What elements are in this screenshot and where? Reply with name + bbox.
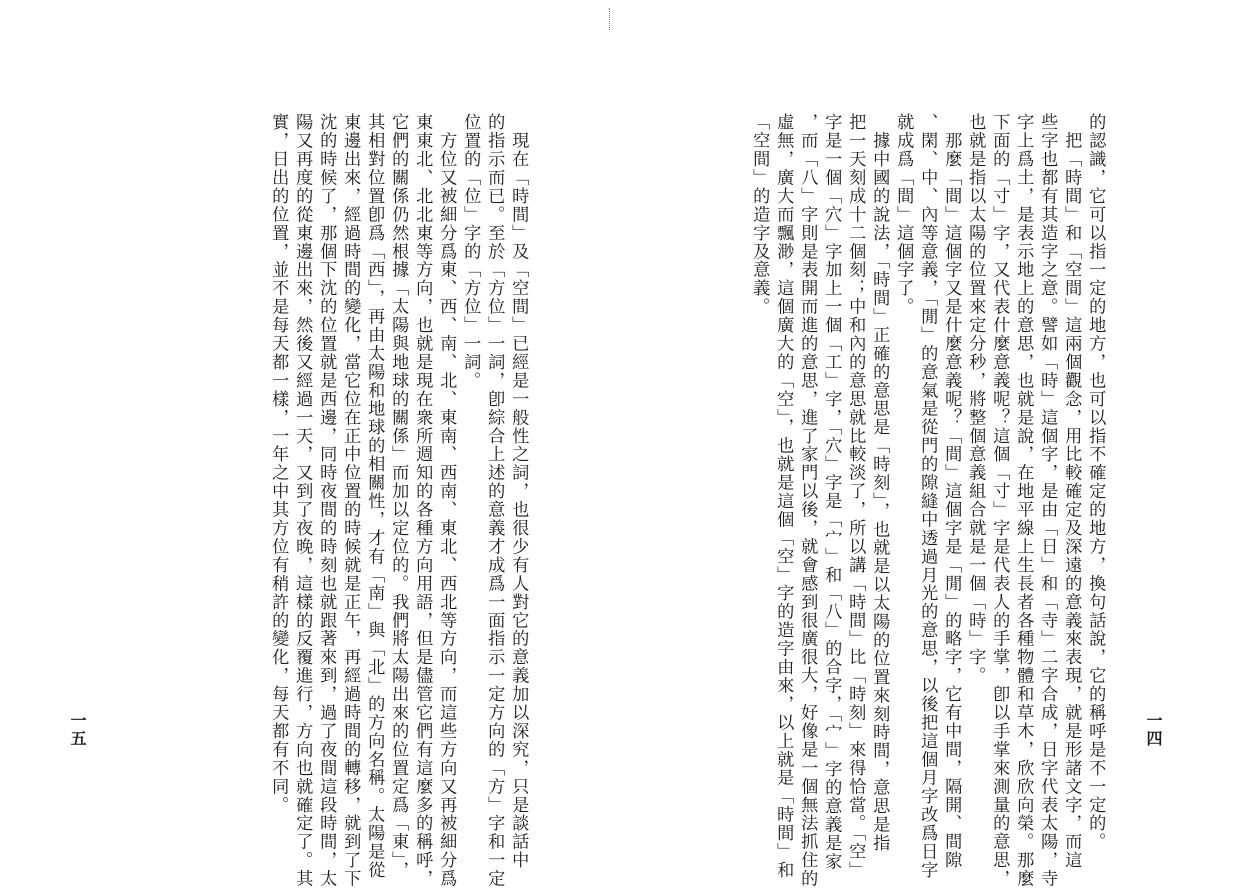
text-column: 也就是指以太陽的位置來定分秒，將整個意義組合就是一個「時」字。 xyxy=(965,113,986,685)
text-column: 字是一個「穴」字加上一個「工」字，「穴」字是「宀」和「八」的合字，「宀」字的意義是家 xyxy=(821,113,842,871)
text-column: 陽又再度的從東邊出來，然後又經過一天，又到了夜晚，這樣的反覆進行，方向也就確定了。其 xyxy=(292,113,313,888)
text-column: 沈的時候了，那個下沈的位置就是西邊，同時夜間的時刻也就跟著來到，過了夜間這段時間，太 xyxy=(316,113,337,888)
text-column: 把「時間」和「空間」這兩個觀念，用比較確定及深遠的意義來表現，就是形諸文字，而這 xyxy=(1061,113,1082,870)
text-column: 現在「時間」及「空間」已經是一般性之詞，也很少有人對它的意義加以深究，只是談話中 xyxy=(508,113,529,870)
text-column: 的認識，它可以指一定的地方，也可以指不確定的地方，換句話說，它的稱呼是不一定的。 xyxy=(1085,113,1106,851)
text-column: 東邊出來，經過時間的變化，當它位在正中位置的時候就是正午，再經過時間的轉移，就到了下 xyxy=(340,113,361,888)
text-column: 的指示而已。至於「方位」一詞，卽綜合上述的意義才成爲一面指示一定方向的「方」字和一定 xyxy=(484,113,505,888)
right-page xyxy=(617,0,1234,888)
text-column: 虛無，廣大而飄渺，這個廣大的「空」，也就是這個「空」字的造字由來，以上就是「時間」和 xyxy=(773,113,794,880)
text-column: 「空間」的造字及意義。 xyxy=(749,113,770,316)
text-column: 、閑、中、內等意義，「閒」的意氣是從門的隙縫中透過月光的意思，以後把這個月字改爲日字 xyxy=(917,113,938,880)
text-column: 位置的「位」字的「方位」一詞。 xyxy=(460,113,481,390)
text-column: 其相對位置卽爲「西」，再由太陽和地球的相關性，才有「南」與「北」的方向名稱。太陽是從 xyxy=(364,113,385,880)
text-column: 字上爲土，是表示地上的意思，也就是說，在地平線上生長者各種物體和草木，欣欣向榮。那麼 xyxy=(1013,113,1034,888)
text-column: 方位又被細分爲東、西、南、北、東南、西南、東北、西北等方向，而這些方向又再被細分爲 xyxy=(436,113,457,888)
text-column: 它們的關係仍然根據「太陽與地球的關係」而加以定位的。我們將太陽出來的位置定爲「東」， xyxy=(388,113,409,880)
text-column: 把一天刻成十二個刻；中和內的意思就比較淡了，所以講「時間」比「時刻」來得恰當。「空」 xyxy=(845,113,866,880)
text-column: 東東北、北北東等方向，也就是現在衆所週知的各種方向用語，但是儘管它們有這麼多的稱呼， xyxy=(412,113,433,888)
page-number-right: 一四 xyxy=(1144,712,1163,748)
text-column: 那麼「間」這個字又是什麼意義呢？「間」這個字是「閒」的略字，它有中間，隔開、間隙 xyxy=(941,113,962,870)
text-column: 就成爲「間」這個字了。 xyxy=(893,113,914,316)
text-column: 實，日出的位置，並不是每天都一樣，一年之中其方位有稍許的變化，每天都有不同。 xyxy=(268,113,289,815)
text-column: 據中國的說法，「時間」正確的意思是「時刻」，也就是以太陽的位置來刻時間，意思是指 xyxy=(869,113,890,853)
page-number-left: 一五 xyxy=(68,712,87,748)
text-column: 些字也都有其造字之意。譬如「時」這個字，是由「日」和「寺」二字合成，日字代表太陽，寺 xyxy=(1037,113,1058,888)
text-column: ，而「八」字則是表開而進的意思，進了家門以後，就會感到很廣很大，好像是一個無法抓住的 xyxy=(797,113,818,888)
text-column: 下面的「寸」字，又代表什麼意義呢？這個「寸」字是代表人的手掌，卽以手掌來測量的意思， xyxy=(989,113,1010,888)
